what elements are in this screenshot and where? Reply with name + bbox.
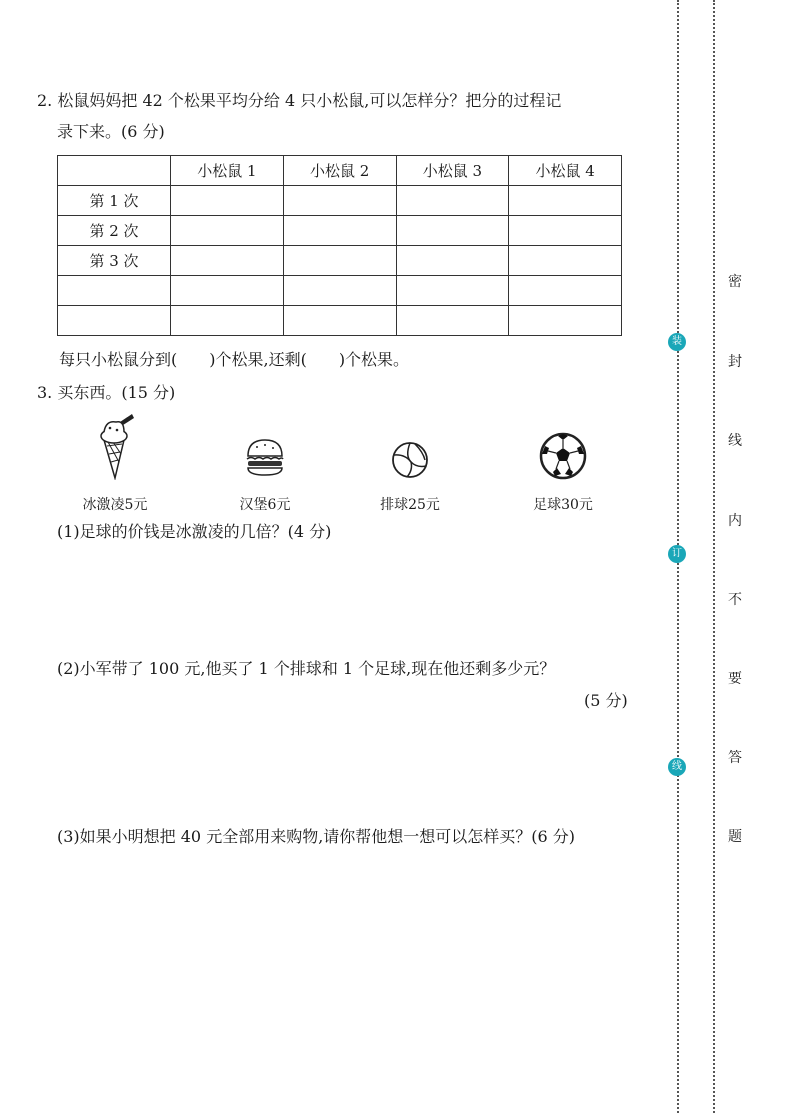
table-row	[58, 186, 622, 216]
seal-dot: 订	[668, 545, 686, 563]
table-header-row	[58, 156, 622, 186]
seal-char: 答	[728, 750, 742, 766]
answer-cell[interactable]	[283, 306, 396, 336]
answer-cell[interactable]	[283, 276, 396, 306]
hamburger-icon	[240, 412, 290, 480]
answer-cell[interactable]	[396, 306, 509, 336]
answer-cell[interactable]	[509, 216, 622, 246]
seal-dot: 装	[668, 333, 686, 351]
q2-answer-line: 每只小松鼠分到( )个松果,还剩( )个松果。	[59, 350, 410, 369]
row-label	[58, 306, 171, 336]
soccer-ball-icon	[535, 412, 591, 480]
answer-cell[interactable]	[396, 246, 509, 276]
answer-cell[interactable]	[283, 246, 396, 276]
item-label: 足球30元	[533, 497, 593, 513]
answer-cell[interactable]	[509, 186, 622, 216]
answer-cell[interactable]	[171, 306, 284, 336]
answer-cell[interactable]	[171, 276, 284, 306]
seal-dotted-line-right	[713, 0, 715, 1113]
answer-cell[interactable]	[171, 246, 284, 276]
seal-char: 要	[728, 671, 742, 687]
item-volleyball	[370, 412, 450, 514]
answer-cell[interactable]	[283, 186, 396, 216]
row-label: 第 3 次	[58, 246, 171, 276]
table-header-cell	[58, 156, 171, 186]
q3-sub2-score: (5 分)	[584, 691, 628, 710]
answer-cell[interactable]	[283, 216, 396, 246]
table-header-cell: 小松鼠 1	[171, 156, 284, 186]
item-label: 冰激凌5元	[82, 497, 148, 513]
item-hamburger	[225, 412, 305, 514]
table-row	[58, 216, 622, 246]
answer-cell[interactable]	[509, 246, 622, 276]
answer-cell[interactable]	[396, 276, 509, 306]
q3-sub2: (2)小军带了 100 元,他买了 1 个排球和 1 个足球,现在他还剩多少元？	[57, 659, 556, 678]
ice-cream-icon	[90, 412, 140, 480]
volleyball-icon	[385, 412, 435, 480]
seal-char: 内	[728, 513, 742, 529]
q3-sub1: (1)足球的价钱是冰激凌的几倍？(4 分)	[57, 522, 332, 541]
q3-sub3: (3)如果小明想把 40 元全部用来购物,请你帮他想一想可以怎样买？(6 分)	[57, 827, 576, 846]
item-label: 汉堡6元	[239, 497, 291, 513]
table-row	[58, 246, 622, 276]
row-label: 第 1 次	[58, 186, 171, 216]
row-label	[58, 276, 171, 306]
q3-title: 3. 买东西。(15 分)	[37, 383, 176, 402]
seal-char: 封	[728, 354, 742, 370]
answer-cell[interactable]	[509, 276, 622, 306]
split-table	[57, 155, 622, 336]
item-label: 排球25元	[380, 497, 440, 513]
answer-cell[interactable]	[396, 216, 509, 246]
table-row	[58, 276, 622, 306]
answer-cell[interactable]	[171, 216, 284, 246]
table-row	[58, 306, 622, 336]
table-header-cell: 小松鼠 2	[283, 156, 396, 186]
seal-char: 题	[728, 829, 742, 845]
row-label: 第 2 次	[58, 216, 171, 246]
table-header-cell: 小松鼠 3	[396, 156, 509, 186]
answer-cell[interactable]	[396, 186, 509, 216]
q2-line2: 录下来。(6 分)	[57, 122, 165, 141]
q2-line1: 2. 松鼠妈妈把 42 个松果平均分给 4 只小松鼠,可以怎样分？把分的过程记	[37, 91, 562, 110]
seal-dot: 线	[668, 758, 686, 776]
item-ice-cream	[80, 412, 150, 514]
table-header-cell: 小松鼠 4	[509, 156, 622, 186]
answer-cell[interactable]	[171, 186, 284, 216]
item-soccer-ball	[523, 412, 603, 514]
answer-cell[interactable]	[509, 306, 622, 336]
seal-char: 不	[728, 592, 742, 608]
seal-char: 密	[728, 274, 742, 290]
seal-char: 线	[728, 433, 742, 449]
